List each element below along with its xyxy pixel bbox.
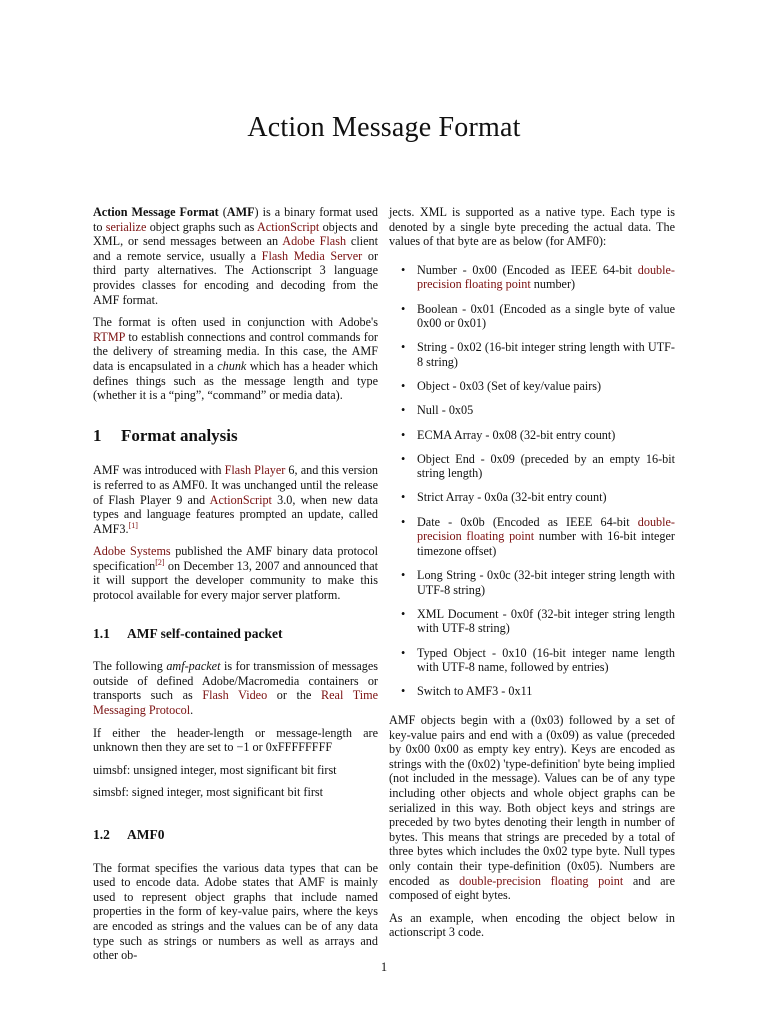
text: on December 13, 2007 and announced that it will support the developer community to make this protocol available for every major server platform. (93, 558, 378, 603)
text: 6, and this version is referred to as AMF0. It was unchanged until the release of Flash Player 9 and (93, 463, 379, 507)
section-title: AMF0 (127, 827, 165, 842)
text: ) is a binary format used to (93, 205, 379, 234)
link-adobe-systems[interactable]: Adobe Systems (93, 544, 171, 559)
text: to establish connections and control commands for the delivery of streaming media. In this case, the AMF data is encapsulated in a (93, 329, 378, 373)
list-item-date (389, 515, 675, 559)
link-actionscript-2[interactable]: ActionScript (209, 492, 272, 507)
link-rtmp[interactable]: RTMP (93, 329, 126, 344)
term-amf-packet: amf-packet (166, 659, 221, 674)
text: objects and XML, or send messages between an (93, 219, 378, 249)
text: . (190, 703, 194, 718)
left-column (93, 205, 378, 971)
term-chunk: chunk (217, 358, 247, 373)
text: client and a remote service, usually a (93, 234, 378, 263)
list-item-long-string: • Long String - 0x0c (32-bit integer string length with UTF-8 string) (389, 568, 675, 597)
section-1-heading (93, 425, 378, 445)
list-item-boolean: • Boolean - 0x01 (Encoded as a single byte of value 0x00 or 0x01) (389, 302, 675, 331)
section-number: 1 (93, 425, 102, 445)
text: AMF objects begin with a (0x03) followed by a set of key-value pairs and end with a (0x09) as value (preceded by 0x00 0x00 as empty key entry). Keys are encoded as strings with the (0x02) 'type-definition' byte being implied (not included in the message). Values can be of any type including other objects and whole object graphs can be serialized in this way. Both object keys and strings are preceded by two bytes denoting their length in number of bytes. This means that strings are preceded by a total of three bytes which includes the 0x02 type byte. Null types only contain their type-definition (0x05). Numbers are encoded as (389, 712, 675, 888)
text: The following (93, 659, 167, 674)
after-list-paragraph-1 (389, 713, 675, 903)
section-1-1-heading (93, 627, 378, 642)
list-item-object-end: • Object End - 0x09 (preceded by an empty 16-bit string length) (389, 452, 675, 481)
list-item-object: • Object - 0x03 (Set of key/value pairs) (389, 379, 675, 394)
document-title: Action Message Format (247, 112, 521, 143)
text: ( (218, 205, 227, 219)
text: and are composed of eight bytes. (389, 873, 675, 903)
after-list-paragraph-2: As an example, when encoding the object below in actionscript 3 code. (389, 910, 675, 940)
link-actionscript[interactable]: ActionScript (256, 219, 320, 234)
section-1-1-paragraph-3: uimsbf: unsigned integer, most significant bit first (93, 762, 337, 777)
list-item-xml-document: • XML Document - 0x0f (32-bit integer string length with UTF-8 string) (389, 607, 675, 636)
page-number: 1 (380, 960, 388, 974)
section-1-2-heading (93, 828, 378, 843)
text: 3.0, when new data types and language features prompted an update, called AMF3. (93, 492, 378, 536)
text: The format is often used in conjunction with Adobe's (93, 315, 378, 330)
text: is for transmission of messages outside of defined Adobe/Macromedia containers or transports such as (93, 659, 379, 703)
term-amf-full: Action Message Format (93, 205, 219, 219)
section-number: 1.2 (93, 827, 110, 842)
text: number) (530, 277, 576, 292)
text: object graphs such as (146, 219, 257, 234)
list-item-ecma-array: • ECMA Array - 0x08 (32-bit entry count) (389, 428, 675, 443)
section-number: 1.1 (93, 625, 110, 641)
text: Number - 0x00 (Encoded as IEEE 64-bit (417, 262, 638, 277)
link-double-precision[interactable]: double-precision floating point (417, 262, 675, 292)
link-flash-player[interactable]: Flash Player (224, 463, 286, 478)
list-item-switch-amf3: • Switch to AMF3 - 0x11 (389, 684, 675, 699)
link-double-precision-2[interactable]: double-precision floating point (417, 514, 675, 544)
section-title: Format analysis (121, 425, 238, 445)
list-item-string: • String - 0x02 (16-bit integer string length with UTF-8 string) (389, 340, 675, 369)
list-item-strict-array: • Strict Array - 0x0a (32-bit entry count) (389, 490, 675, 505)
text: or third party alternatives. The Actionscript 3 language provides classes for encoding and decoding from the AMF format. (93, 248, 379, 307)
type-marker-list (389, 263, 675, 699)
text: Date - 0x0b (Encoded as IEEE 64-bit (417, 514, 638, 529)
link-serialize[interactable]: serialize (105, 219, 147, 234)
section-1-1-paragraph-1 (93, 659, 378, 717)
link-rtmp-full[interactable]: Real Time Messaging Protocol (93, 688, 379, 718)
section-1-paragraph-2 (93, 544, 378, 602)
text: which has a header which defines things such as the message length and type (whether it is a “ping”, “command” or media data). (93, 358, 378, 403)
right-column (389, 205, 675, 948)
link-flash-video[interactable]: Flash Video (202, 688, 268, 703)
reference-1[interactable]: [1] (128, 520, 138, 530)
text: or the (267, 688, 322, 703)
intro-paragraph-1 (93, 205, 378, 307)
link-double-precision-3[interactable]: double-precision floating point (459, 873, 624, 888)
intro-paragraph-2 (93, 315, 378, 403)
section-1-1-paragraph-2: If either the header-length or message-length are unknown then they are set to −1 or 0xFFFFFFFF (93, 725, 378, 755)
list-item-typed-object: • Typed Object - 0x10 (16-bit integer name length with UTF-8 name, followed by entries) (389, 646, 675, 675)
section-title: AMF self-contained packet (127, 625, 283, 641)
text: published the AMF binary data protocol specification (93, 544, 379, 573)
reference-2[interactable]: [2] (155, 557, 165, 567)
text: AMF was introduced with (93, 463, 225, 478)
text: number with 16-bit integer timezone offset) (417, 529, 675, 558)
link-adobe-flash[interactable]: Adobe Flash (282, 234, 347, 249)
link-flash-media-server[interactable]: Flash Media Server (261, 248, 363, 263)
section-1-1-paragraph-4: simsbf: signed integer, most significant bit first (93, 785, 324, 800)
term-amf-abbr: AMF (226, 205, 255, 219)
section-1-2-paragraph-1-part-a: The format specifies the various data types that can be used to encode data. Adobe states that AMF is mainly used to represent object graphs that include named properties in the form of key-value pairs, where the keys are encoded as strings and the values can be of any data type such as strings or numbers as well as arrays and other ob- (93, 860, 378, 963)
section-1-2-paragraph-1-part-b: jects. XML is supported as a native type. Each type is denoted by a single byte preceding the actual data. The values of that byte are as below (for AMF0): (389, 205, 675, 249)
list-item-number (389, 263, 675, 292)
section-1-paragraph-1 (93, 463, 378, 536)
list-item-null: • Null - 0x05 (389, 403, 675, 418)
